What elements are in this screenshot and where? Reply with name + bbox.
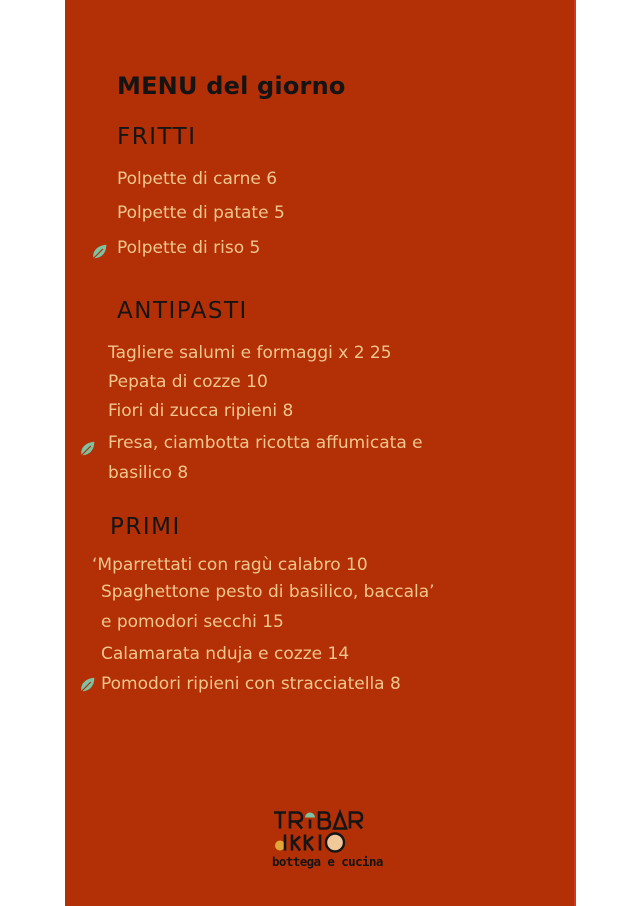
section-heading-fritti: FRITTI [117,124,197,150]
menu-item: Polpette di carne 6 [117,169,278,189]
menu-item: ‘Mparrettati con ragù calabro 10 [92,555,368,575]
menu-title: MENU del giorno [117,72,346,100]
menu-item: Fiori di zucca ripieni 8 [108,401,294,421]
vegetarian-leaf-icon [79,440,96,457]
menu-item: Tagliere salumi e formaggi x 2 25 [108,343,392,363]
menu-item: Pomodori ripieni con stracciatella 8 [101,674,401,694]
menu-item: Calamarata nduja e cozze 14 [101,644,350,664]
section-heading-antipasti: ANTIPASTI [117,298,248,324]
logo-tagline: bottega e cucina [272,854,383,869]
menu-item-continuation: basilico 8 [108,463,189,483]
menu-item: Fresa, ciambotta ricotta affumicata e [108,433,423,453]
section-heading-primi: PRIMI [110,514,181,540]
menu-item: Polpette di riso 5 [117,238,261,258]
vegetarian-leaf-icon [79,676,96,693]
menu-item: Spaghettone pesto di basilico, baccala’ [101,582,435,602]
menu-item-continuation: e pomodori secchi 15 [101,612,284,632]
menu-item: Pepata di cozze 10 [108,372,268,392]
vegetarian-leaf-icon [91,243,108,260]
menu-item: Polpette di patate 5 [117,203,285,223]
